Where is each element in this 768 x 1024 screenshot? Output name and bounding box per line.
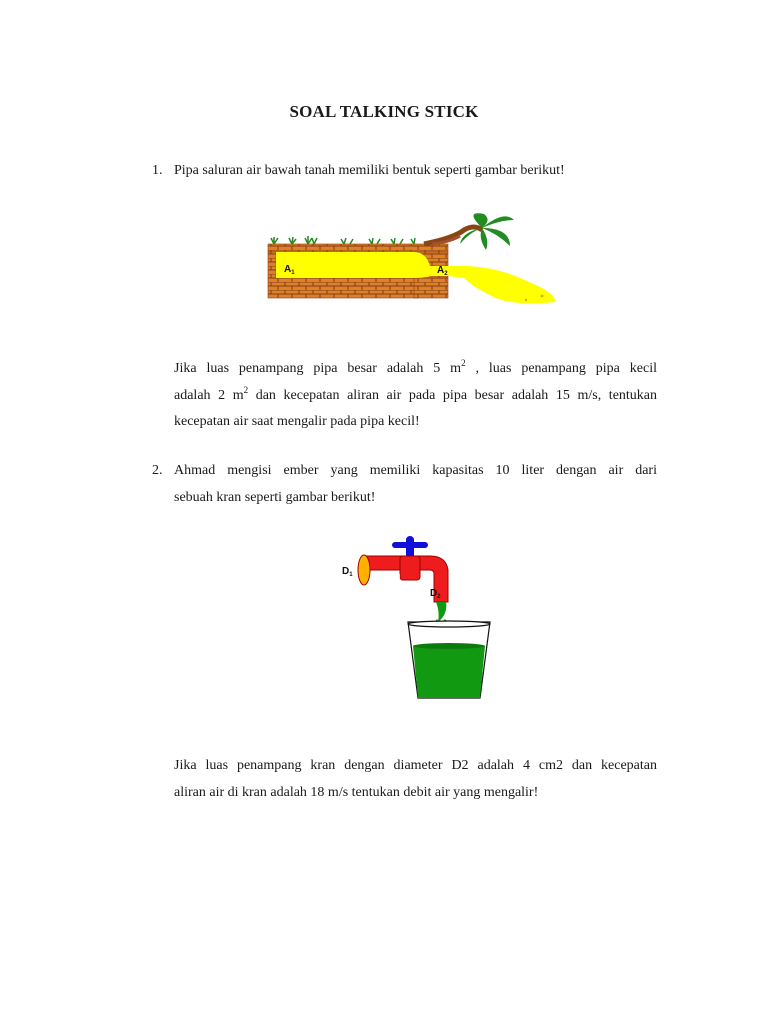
page-title: SOAL TALKING STICK bbox=[289, 102, 479, 121]
question-1-number: 1. bbox=[152, 163, 163, 178]
question-1-prompt: Pipa saluran air bawah tanah memiliki bentuk seperti gambar berikut! bbox=[174, 163, 565, 178]
palm-leaves-icon bbox=[460, 213, 514, 250]
label-a2: $A_2$ bbox=[437, 265, 448, 277]
faucet-handle-icon bbox=[392, 536, 428, 558]
question-2-paragraph: Jika luas penampang kran dengan diameter D2 adalah 4 cm2 dan kecepatan aliran air di kran adalah 18 m/s tentukan debit air yang mengalir! bbox=[174, 758, 657, 800]
label-d1: $D_1$ bbox=[342, 566, 353, 578]
label-d2: $D_2$ bbox=[430, 588, 441, 600]
faucet-figure bbox=[334, 534, 514, 704]
question-1-paragraph: Jika luas penampang pipa besar adalah 5 $m^2$ , luas penampang pipa kecil adalah 2 $m^2$ dan kecepatan aliran air pada pipa besar adalah 15 m/s, tentukan kecepatan air saat mengalir pada pipa kecil! bbox=[174, 358, 658, 429]
water-stream bbox=[436, 602, 446, 622]
grass-icon bbox=[271, 236, 415, 244]
question-2-number: 2. bbox=[152, 463, 163, 478]
label-a1: $A_1$ bbox=[284, 264, 295, 276]
pipe-figure bbox=[264, 210, 564, 310]
question-2-prompt: Ahmad mengisi ember yang memiliki kapasitas 10 liter dengan air dari sebuah kran seperti gambar berikut! bbox=[174, 463, 657, 505]
bucket-icon bbox=[408, 621, 490, 698]
